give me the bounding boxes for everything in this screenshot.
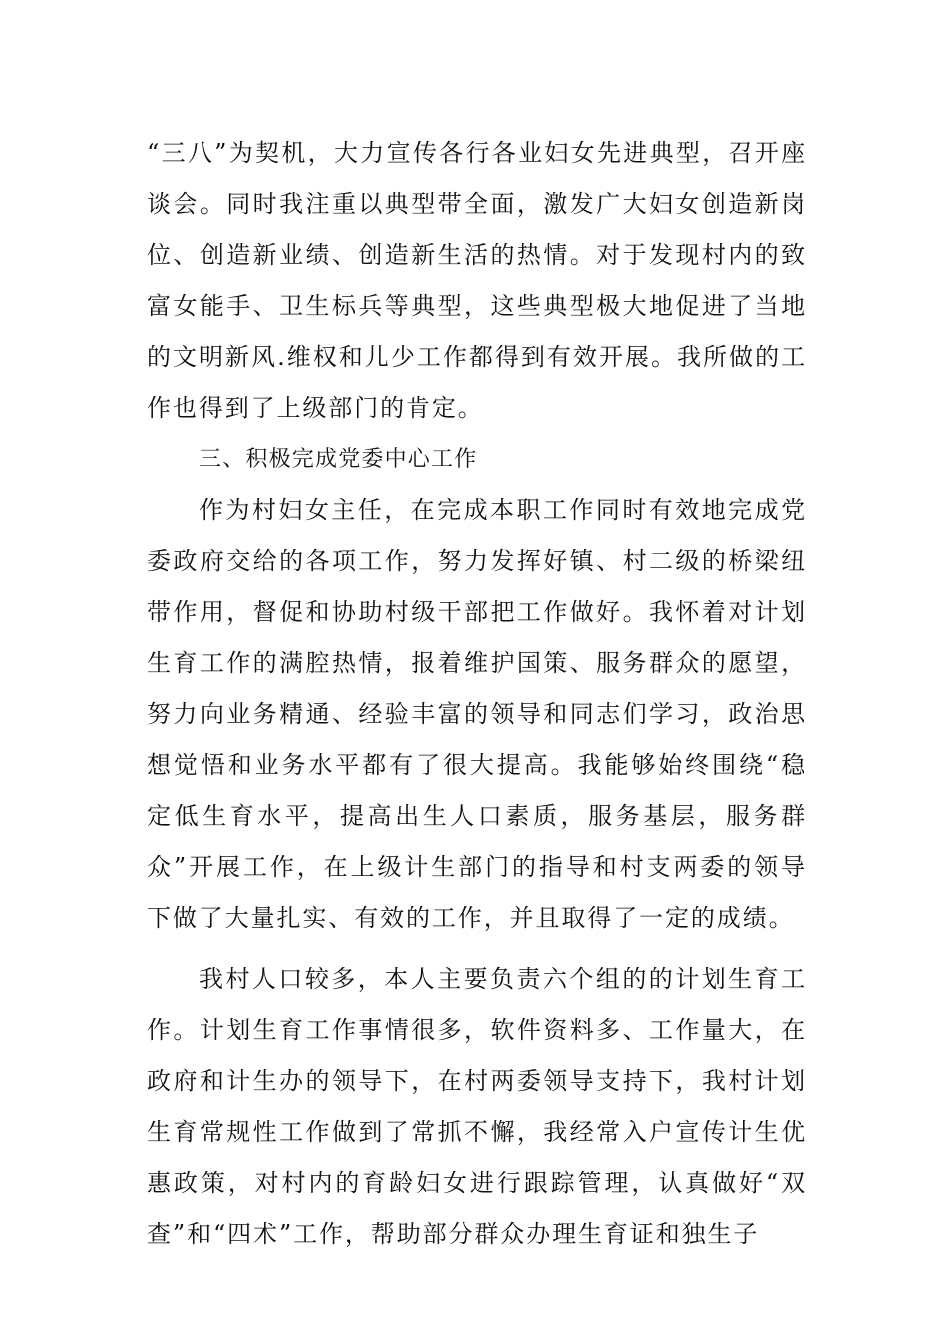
paragraph-gap — [147, 944, 807, 954]
paragraph-party-work: 作为村妇女主任，在完成本职工作同时有效地完成党委政府交给的各项工作，努力发挥好镇、村二级的桥梁纽带作用，督促和协助村级干部把工作做好。我怀着对计划生育工作的满腔热情，报着维护国策、服务群众的愿望，努力向业务精通、经验丰富的领导和同志们学习，政治思想觉悟和业务水平都有了很大提高。我能够始终围绕“稳定低生育水平，提高出生人口素质，服务基层，服务群众”开展工作，在上级计生部门的指导和村支两委的领导下做了大量扎实、有效的工作，并且取得了一定的成绩。 — [147, 496, 807, 932]
paragraph-women-work: “三八”为契机，大力宣传各行各业妇女先进典型，召开座谈会。同时我注重以典型带全面，激发广大妇女创造新岗位、创造新业绩、创造新生活的热情。对于发现村内的致富女能手、卫生标兵等典型，这些典型极大地促进了当地的文明新风.维权和儿少工作都得到有效开展。我所做的工作也得到了上级部门的肯定。 — [147, 139, 807, 422]
document-body — [147, 128, 807, 1260]
section-heading-3: 三、积极完成党委中心工作 — [199, 447, 478, 472]
paragraph-family-planning: 我村人口较多，本人主要负责六个组的的计划生育工作。计划生育工作事情很多，软件资料多、工作量大，在政府和计生办的领导下，在村两委领导支持下，我村计划生育常规性工作做到了常抓不懈，我经常入户宣传计生优惠政策，对村内的育龄妇女进行跟踪管理，认真做好“双查”和“四术”工作，帮助部分群众办理生育证和独生子 — [147, 965, 807, 1248]
